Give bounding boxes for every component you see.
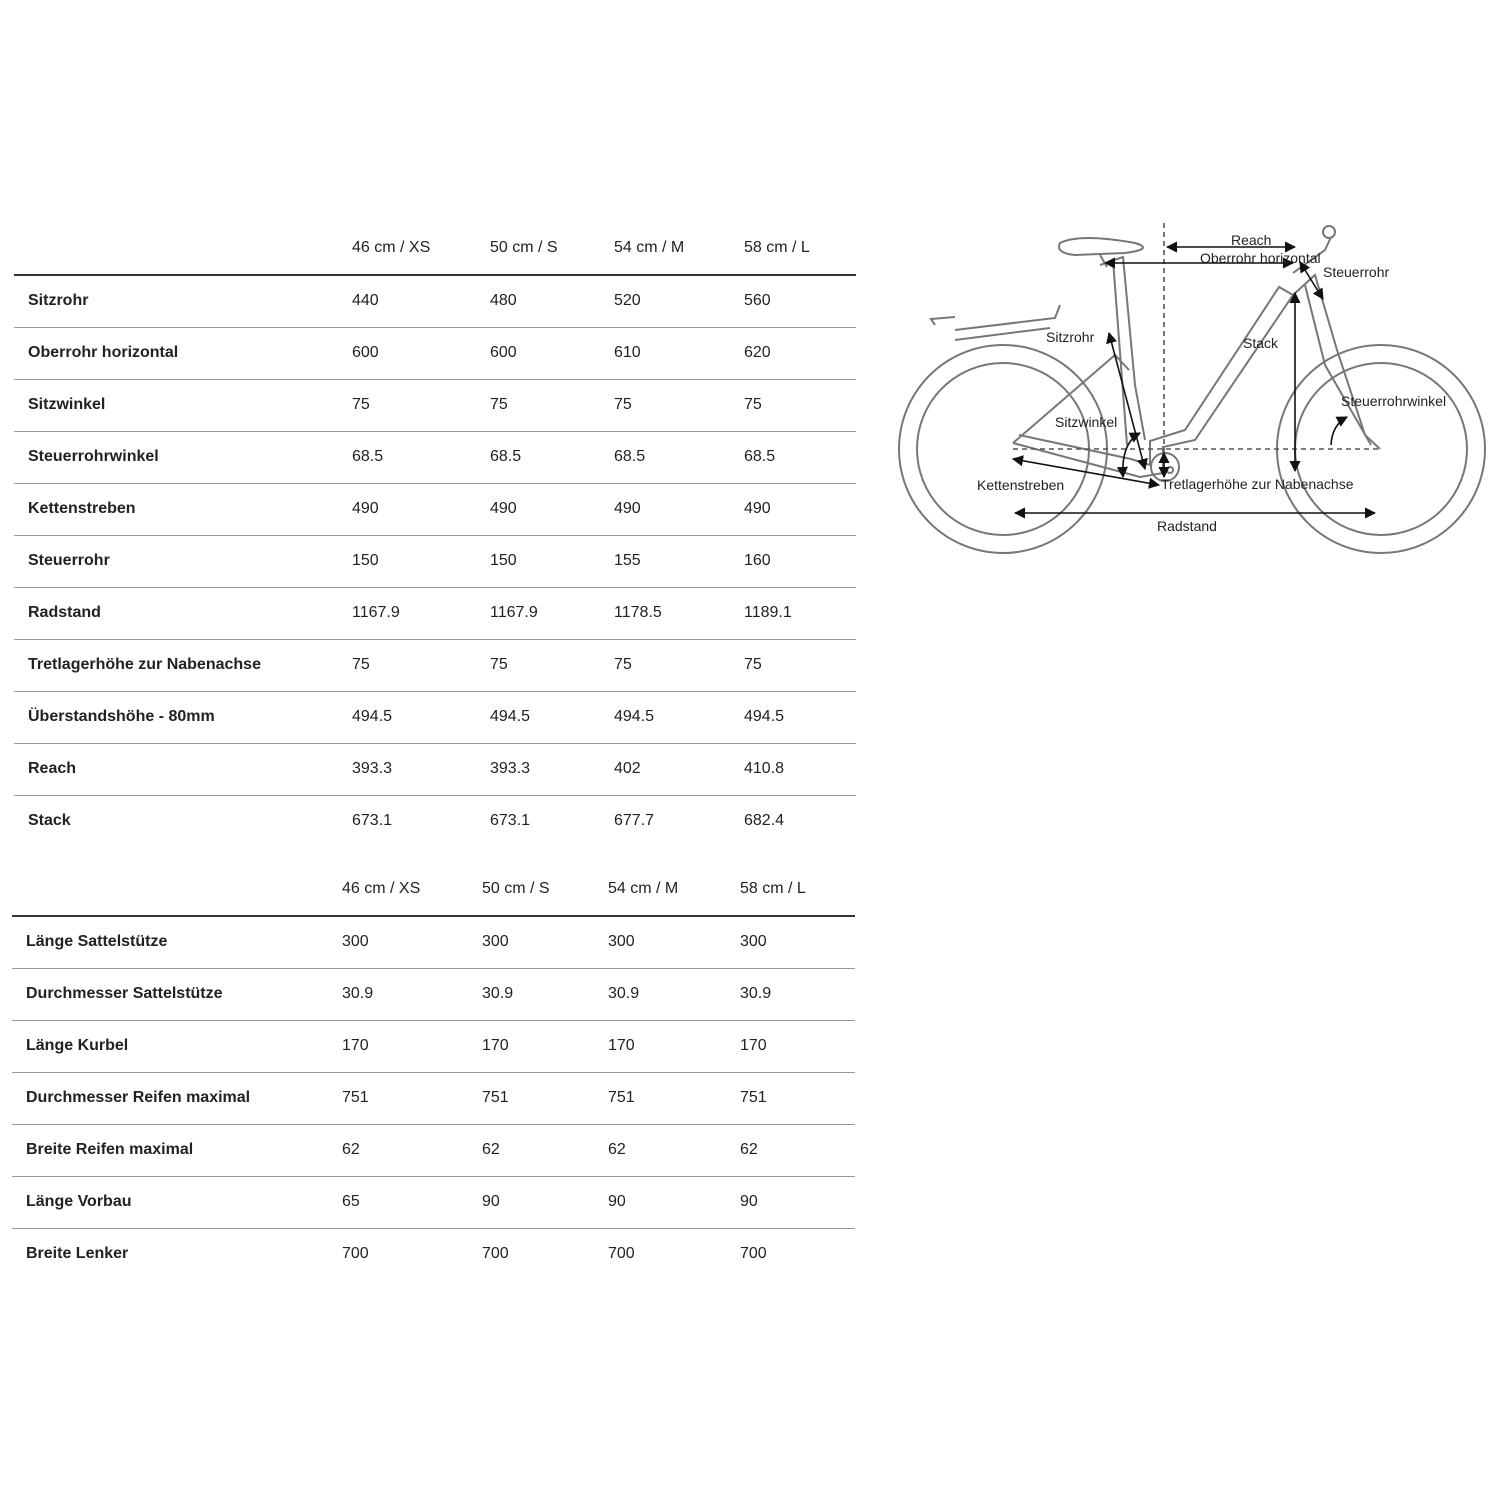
header-size-l: 58 cm / L	[740, 880, 806, 897]
cell-size-xs: 300	[342, 933, 369, 951]
label-radstand: Radstand	[1157, 518, 1217, 534]
row-label: Länge Kurbel	[26, 1037, 129, 1054]
row-label: Überstandshöhe - 80mm	[28, 708, 215, 725]
table-row	[12, 968, 855, 1020]
cell-size-l: 160	[744, 552, 771, 569]
table-row	[14, 327, 856, 379]
cell-size-l: 90	[740, 1193, 758, 1210]
cell-size-s: 170	[482, 1037, 509, 1054]
header-size-l: 58 cm / L	[744, 239, 810, 256]
cell-size-m: 155	[614, 552, 641, 569]
cell-size-s: 75	[490, 396, 508, 413]
handlebar	[1323, 226, 1335, 238]
cell-size-xs: 393.3	[352, 760, 393, 777]
cell-size-s: 90	[482, 1193, 500, 1210]
fork	[1293, 275, 1380, 449]
row-label: Länge Vorbau	[26, 1193, 132, 1210]
cell-size-m: 751	[608, 1089, 635, 1106]
table-row	[14, 743, 856, 795]
cell-size-xs: 68.5	[352, 448, 384, 465]
cell-size-l: 682.4	[744, 812, 785, 830]
cell-size-xs: 673.1	[352, 812, 393, 830]
row-label: Reach	[28, 760, 77, 777]
row-label: Durchmesser Reifen maximal	[26, 1089, 251, 1106]
header-size-m: 54 cm / M	[614, 239, 685, 256]
rear-wheel	[899, 345, 1107, 553]
table-row	[12, 1228, 855, 1280]
cell-size-xs: 65	[342, 1193, 360, 1210]
label-steuerrohr: Steuerrohr	[1323, 264, 1390, 280]
bike-geometry-diagram	[895, 215, 1495, 575]
table-row	[12, 1124, 855, 1176]
header-size-xs: 46 cm / XS	[342, 880, 421, 897]
cell-size-xs: 170	[342, 1037, 369, 1054]
cell-size-s: 751	[482, 1089, 509, 1106]
rack-end	[931, 317, 955, 325]
cell-size-l: 75	[744, 396, 762, 413]
table-row	[12, 1176, 855, 1228]
cell-size-xs: 30.9	[342, 985, 374, 1002]
table-row	[14, 639, 856, 691]
table-row	[14, 587, 856, 639]
cell-size-m: 170	[608, 1037, 635, 1054]
cell-size-m: 610	[614, 344, 641, 361]
row-label: Tretlagerhöhe zur Nabenachse	[28, 656, 261, 673]
table-row	[14, 535, 856, 587]
cell-size-m: 494.5	[614, 708, 655, 725]
label-steuerrohrwinkel: Steuerrohrwinkel	[1341, 393, 1447, 409]
cell-size-m: 1178.5	[614, 604, 662, 621]
row-label: Sitzwinkel	[28, 396, 106, 413]
front-wheel	[1277, 345, 1485, 553]
row-label: Radstand	[28, 604, 101, 621]
cell-size-l: 300	[740, 933, 767, 951]
cell-size-s: 62	[482, 1141, 500, 1158]
cell-size-l: 170	[740, 1037, 767, 1054]
row-label: Oberrohr horizontal	[28, 344, 179, 361]
row-label: Steuerrohr	[28, 552, 110, 569]
table-row	[14, 379, 856, 431]
cell-size-s: 30.9	[482, 985, 514, 1002]
cell-size-m: 30.9	[608, 985, 640, 1002]
row-label: Länge Sattelstütze	[26, 933, 168, 951]
cell-size-s: 393.3	[490, 760, 531, 777]
label-reach: Reach	[1231, 232, 1272, 248]
cell-size-l: 1189.1	[744, 604, 792, 621]
label-stack: Stack	[1243, 335, 1279, 351]
row-label: Kettenstreben	[28, 500, 136, 517]
cell-size-s: 1167.9	[490, 604, 538, 621]
cell-size-s: 68.5	[490, 448, 522, 465]
label-sitzrohr: Sitzrohr	[1046, 329, 1095, 345]
cell-size-m: 677.7	[614, 812, 655, 830]
row-label: Sitzrohr	[28, 292, 89, 310]
seat-tube	[1100, 257, 1145, 440]
rear-rack-lower	[955, 328, 1050, 340]
cell-size-xs: 440	[352, 292, 379, 310]
cell-size-l: 68.5	[744, 448, 776, 465]
cell-size-s: 600	[490, 344, 517, 361]
header-size-xs: 46 cm / XS	[352, 239, 431, 256]
table-row	[14, 275, 856, 327]
cell-size-s: 700	[482, 1245, 509, 1263]
table-row	[14, 431, 856, 483]
header-empty	[12, 863, 342, 916]
cell-size-s: 300	[482, 933, 509, 951]
bb-axle	[1167, 467, 1173, 473]
cell-size-l: 751	[740, 1089, 767, 1106]
label-sitzwinkel: Sitzwinkel	[1055, 414, 1118, 430]
diagram-labels	[977, 232, 1446, 534]
head-angle-arc	[1331, 417, 1347, 445]
cell-size-xs: 1167.9	[352, 604, 400, 621]
bike-frame-illustration	[899, 226, 1485, 553]
row-label: Breite Reifen maximal	[26, 1141, 194, 1158]
cell-size-m: 75	[614, 656, 632, 673]
cell-size-m: 520	[614, 292, 641, 310]
head-tube-dimension	[1300, 262, 1323, 299]
cell-size-l: 30.9	[740, 985, 772, 1002]
cell-size-m: 490	[614, 500, 641, 517]
cell-size-m: 62	[608, 1141, 626, 1158]
cell-size-m: 402	[614, 760, 641, 777]
table-row	[14, 483, 856, 535]
cell-size-m: 75	[614, 396, 632, 413]
cell-size-xs: 700	[342, 1245, 369, 1263]
label-kettenstreben: Kettenstreben	[977, 477, 1065, 493]
header-size-s: 50 cm / S	[482, 880, 550, 897]
geometry-table	[14, 222, 856, 847]
cell-size-xs: 490	[352, 500, 379, 517]
table-row	[12, 916, 855, 968]
rear-rim	[917, 363, 1089, 535]
cell-size-xs: 62	[342, 1141, 360, 1158]
cell-size-xs: 494.5	[352, 708, 393, 725]
rear-rack	[955, 305, 1060, 330]
label-oberrohr: Oberrohr horizontal	[1200, 250, 1321, 266]
cell-size-l: 62	[740, 1141, 758, 1158]
row-label: Durchmesser Sattelstütze	[26, 985, 223, 1002]
cell-size-l: 75	[744, 656, 762, 673]
cell-size-l: 410.8	[744, 760, 785, 777]
cell-size-xs: 75	[352, 396, 370, 413]
cell-size-l: 620	[744, 344, 771, 361]
table-row	[14, 691, 856, 743]
row-label: Steuerrohrwinkel	[28, 448, 159, 465]
cell-size-s: 75	[490, 656, 508, 673]
cell-size-m: 68.5	[614, 448, 646, 465]
cell-size-s: 150	[490, 552, 517, 569]
cell-size-xs: 75	[352, 656, 370, 673]
cell-size-m: 300	[608, 933, 635, 951]
components-table	[12, 863, 855, 1280]
cell-size-s: 490	[490, 500, 517, 517]
table-row	[14, 795, 856, 847]
header-size-m: 54 cm / M	[608, 880, 679, 897]
table-header-row	[12, 863, 855, 916]
cell-size-s: 673.1	[490, 812, 531, 830]
cell-size-s: 494.5	[490, 708, 531, 725]
cell-size-l: 560	[744, 292, 771, 310]
cell-size-xs: 751	[342, 1089, 369, 1106]
header-empty	[14, 222, 352, 275]
cell-size-m: 700	[608, 1245, 635, 1263]
saddle	[1059, 238, 1143, 255]
down-tube-upper	[1019, 287, 1293, 465]
cell-size-l: 494.5	[744, 708, 785, 725]
cell-size-m: 90	[608, 1193, 626, 1210]
cell-size-s: 480	[490, 292, 517, 310]
cell-size-xs: 600	[352, 344, 379, 361]
table-row	[12, 1072, 855, 1124]
row-label: Stack	[28, 812, 71, 830]
row-label: Breite Lenker	[26, 1245, 129, 1263]
cell-size-l: 700	[740, 1245, 767, 1263]
cell-size-xs: 150	[352, 552, 379, 569]
table-row	[12, 1020, 855, 1072]
table-header-row	[14, 222, 856, 275]
header-size-s: 50 cm / S	[490, 239, 558, 256]
cell-size-l: 490	[744, 500, 771, 517]
label-tretlager: Tretlagerhöhe zur Nabenachse	[1161, 476, 1354, 492]
